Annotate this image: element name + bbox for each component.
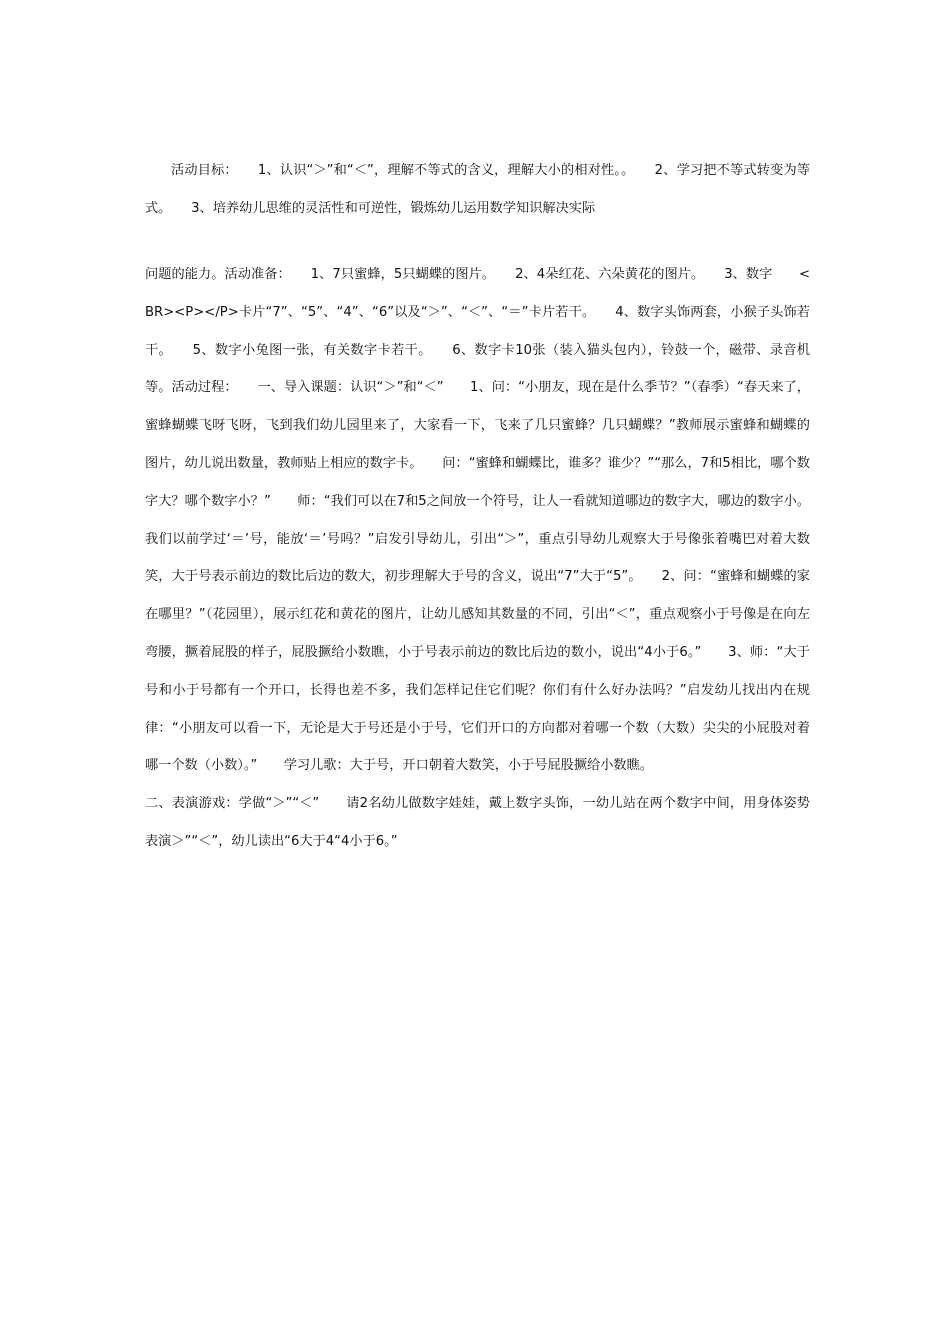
paragraph-performance-game: 二、表演游戏：学做“＞”“＜” 请2名幼儿做数字娃娃，戴上数字头饰，一幼儿站在两个数字中间，用身体姿势表演＞”“＜”，幼儿读出“6大于4“4小于6。”: [145, 796, 810, 849]
paragraph-preparation-process: 问题的能力。活动准备： 1、7只蜜蜂，5只蝴蝶的图片。 2、4朵红花、六朵黄花的图片。 3、数字 <BR><P></P>卡片“7”、“5”、“4”、“6”以及“＞”、“＜”、“＝”卡片若干。 4、数字头饰两套，小猴子头饰若干。 5、数字小兔图一张，有关数字卡若干。 6、数字卡10张（装入猫头包内），铃鼓一个，磁带、录音机等。活动过程： 一、导入课题：认识“＞”和“＜” 1、问：“小朋友，现在是什么季节？”（春季）“春天来了，蜜蜂蝴蝶飞呀飞呀，飞到我们幼儿园里来了，大家看一下，飞来了几只蜜蜂？几只蝴蝶？”教师展示蜜蜂和蝴蝶的图片，幼儿说出数量，教师贴上相应的数字卡。 问：“蜜蜂和蝴蝶比，谁多？谁少？”“那么，7和5相比，哪个数字大？哪个数字小？” 师：“我们可以在7和5之间放一个符号，让人一看就知道哪边的数字大，哪边的数字小。我们以前学过‘＝’号，能放‘＝’号吗？”启发引导幼儿，引出“＞”，重点引导幼儿观察大于号像张着嘴巴对着大数笑，大于号表示前边的数比后边的数大，初步理解大于号的含义，说出“7”大于“5”。 2、问：“蜜蜂和蝴蝶的家在哪里？”（花园里），展示红花和黄花的图片，让幼儿感知其数量的不同，引出“＜”，重点观察小于号像是在向左弯腰，撅着屁股的样子，屁股撅给小数瞧，小于号表示前边的数比后边的数小，说出“4小于6。” 3、师：“大于号和小于号都有一个开口，长得也差不多，我们怎样记住它们呢？你们有什么好办法吗？”启发幼儿找出内在规律：“小朋友可以看一下，无论是大于号还是小于号，它们开口的方向都对着哪一个数（大数）尖尖的小屁股对着哪一个数（小数）。” 学习儿歌：大于号，开口朝着大数笑，小于号屁股撅给小数瞧。: [145, 267, 810, 774]
paragraph-goals: 活动目标： 1、认识“＞”和“＜”，理解不等式的含义，理解大小的相对性。。 2、学习把不等式转变为等式。 3、培养幼儿思维的灵活性和可逆性，锻炼幼儿运用数学知识解决实际: [145, 163, 810, 216]
paragraph-body: [145, 256, 810, 861]
